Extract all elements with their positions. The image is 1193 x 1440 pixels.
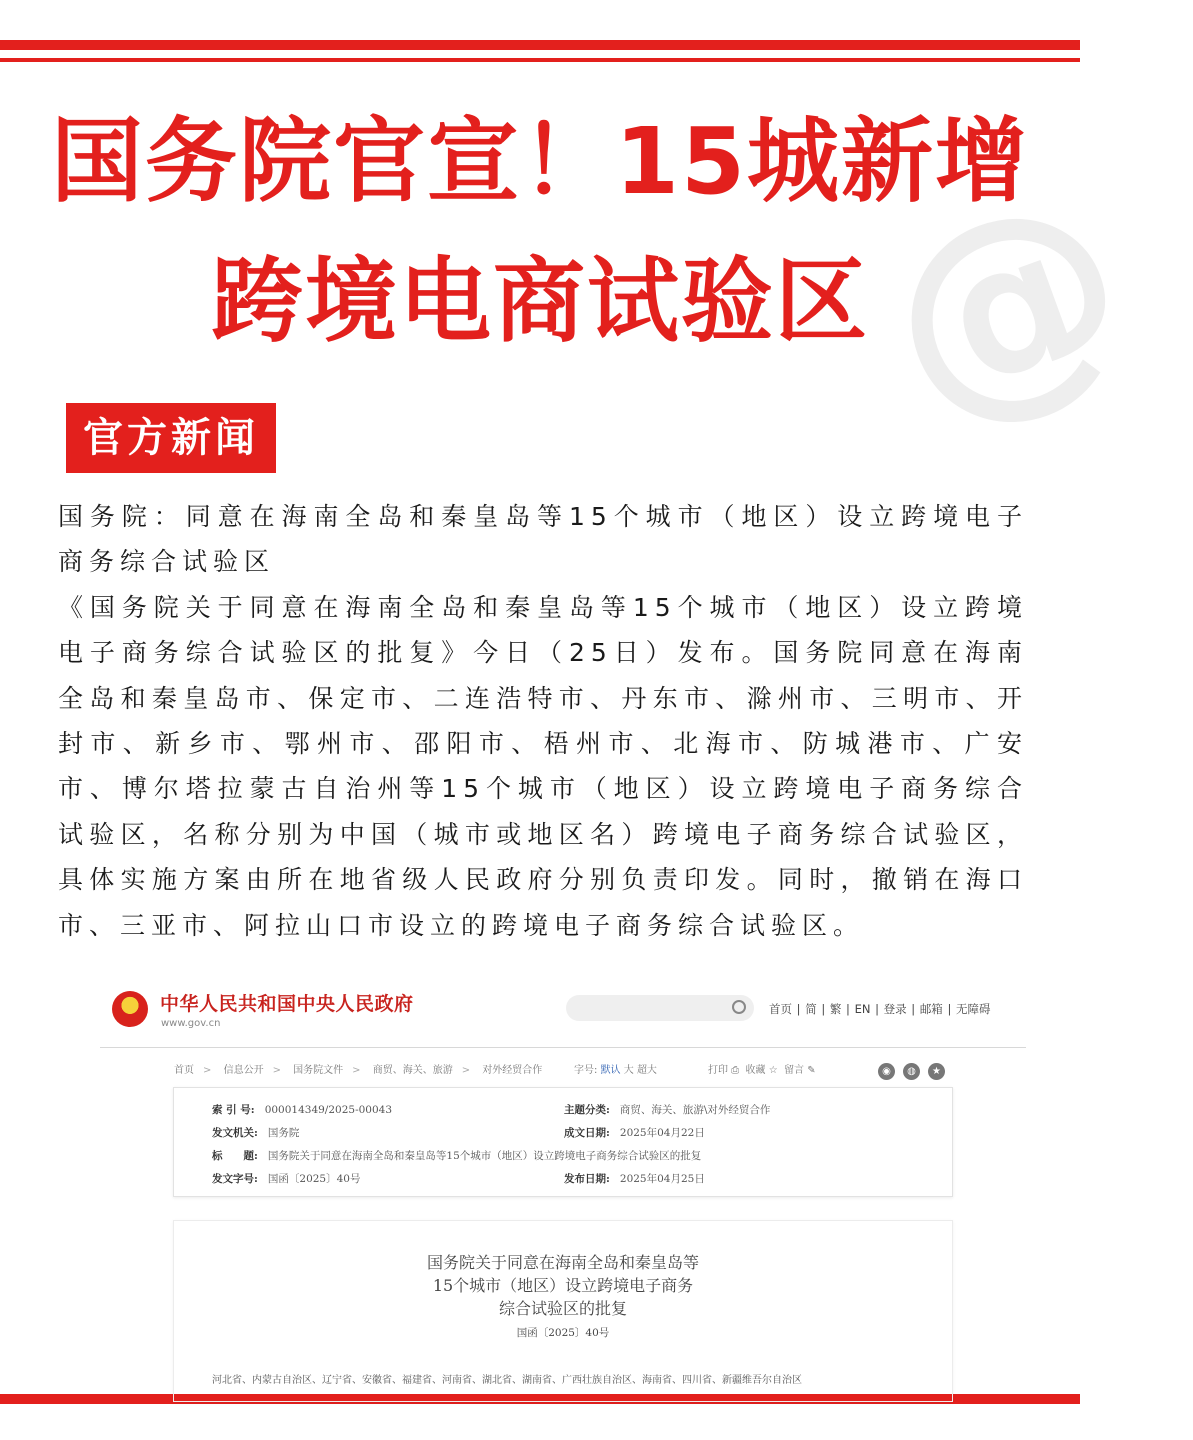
document-title-line: 综合试验区的批复 [498, 1299, 627, 1318]
link-traditional[interactable]: 繁 [829, 1002, 842, 1016]
link-accessibility[interactable]: 无障碍 [956, 1002, 991, 1016]
star-icon[interactable]: ★ [928, 1063, 945, 1080]
share-icons [878, 1059, 953, 1080]
font-size-control [574, 1061, 657, 1076]
top-links: 首页 | 简 | 繁 | EN | 登录 | 邮箱 | 无障碍 [769, 1002, 991, 1016]
document-title [174, 1251, 952, 1320]
link-mail[interactable]: 邮箱 [919, 1002, 943, 1016]
breadcrumb-item[interactable]: 信息公开 [223, 1065, 264, 1076]
index-label: 索 引 号: [212, 1104, 255, 1116]
print-button[interactable]: 打印 [708, 1065, 728, 1076]
document-body [173, 1220, 953, 1402]
search-input[interactable] [566, 995, 754, 1021]
index-value: 000014349/2025-00043 [264, 1104, 393, 1116]
site-url: www.gov.cn [161, 1018, 221, 1029]
article-text [58, 494, 1028, 948]
headline-line-1: 国务院官宣！15城新增 [50, 108, 1030, 215]
date-label: 成文日期: [564, 1127, 610, 1139]
issuer-label: 发文机关: [212, 1127, 258, 1139]
breadcrumb-item[interactable]: 首页 [174, 1065, 194, 1076]
comment-button[interactable]: 留言 [784, 1065, 805, 1076]
breadcrumb-item[interactable]: 对外经贸合作 [482, 1065, 543, 1076]
wechat-icon[interactable]: ◍ [903, 1063, 920, 1080]
document-title-line: 国务院关于同意在海南全岛和秦皇岛等 [426, 1253, 699, 1272]
breadcrumb-item[interactable]: 国务院文件 [293, 1065, 344, 1076]
gov-page-screenshot [100, 975, 1030, 1387]
header-divider [100, 1047, 1026, 1048]
document-title-line: 15个城市（地区）设立跨境电子商务 [432, 1276, 694, 1295]
headline-line-2: 跨境电商试验区 [210, 248, 869, 355]
document-metadata [173, 1087, 953, 1197]
font-size-default[interactable]: 默认 [600, 1065, 621, 1076]
pub-value: 2025年04月25日 [619, 1173, 705, 1185]
date-value: 2025年04月22日 [619, 1127, 705, 1139]
weibo-icon[interactable]: ◉ [878, 1063, 895, 1080]
section-badge: 官方新闻 [66, 403, 276, 473]
top-red-bar-thick [0, 40, 1080, 50]
watermark: @ [852, 139, 1160, 470]
article-lead: 国务院：同意在海南全岛和秦皇岛等15个城市（地区）设立跨境电子商务综合试验区 [58, 502, 1028, 577]
title-value: 国务院关于同意在海南全岛和秦皇岛等15个城市（地区）设立跨境电子商务综合试验区的批复 [267, 1150, 702, 1162]
breadcrumb: 首页 > 信息公开 > 国务院文件 > 商贸、海关、旅游 > 对外经贸合作 [174, 1065, 543, 1076]
pub-label: 发布日期: [564, 1173, 610, 1185]
breadcrumb-item[interactable]: 商贸、海关、旅游 [372, 1065, 453, 1076]
national-emblem-icon [112, 991, 148, 1027]
topic-value: 商贸、海关、旅游\对外经贸合作 [619, 1104, 771, 1116]
link-english[interactable]: EN [854, 1002, 871, 1016]
docno-value: 国函〔2025〕40号 [267, 1173, 361, 1185]
title-label: 标 题: [212, 1150, 258, 1162]
issuer-value: 国务院 [267, 1127, 300, 1139]
search-icon[interactable] [732, 1000, 746, 1014]
article-body: 《国务院关于同意在海南全岛和秦皇岛等15个城市（地区）设立跨境电子商务综合试验区的批复》今日（25日）发布。国务院同意在海南全岛和秦皇岛市、保定市、二连浩特市、丹东市、滁州市、三明市、开封市、新乡市、鄂州市、邵阳市、梧州市、北海市、防城港市、广安市、博尔塔拉蒙古自治州等15个城市（地区）设立跨境电子商务综合试验区，名称分别为中国（城市或地区名）跨境电子商务综合试验区，具体实施方案由所在地省级人民政府分别负责印发。同时，撤销在海口市、三亚市、阿拉山口市设立的跨境电子商务综合试验区。 [58, 592, 1028, 940]
topic-label: 主题分类: [564, 1104, 610, 1116]
top-red-bar-thin [0, 58, 1080, 62]
favorite-button[interactable]: 收藏 [745, 1065, 766, 1076]
font-size-label: 字号: [574, 1065, 598, 1076]
link-login[interactable]: 登录 [883, 1002, 907, 1016]
link-simplified[interactable]: 简 [805, 1002, 817, 1016]
document-recipients: 河北省、内蒙古自治区、辽宁省、安徽省、福建省、河南省、湖北省、湖南省、广西壮族自治区、海南省、四川省、新疆维吾尔自治区 [212, 1375, 802, 1386]
font-size-large[interactable]: 大 [623, 1065, 634, 1076]
link-home[interactable]: 首页 [769, 1002, 792, 1016]
docno-label: 发文字号: [212, 1173, 258, 1185]
document-number: 国函〔2025〕40号 [516, 1327, 610, 1339]
font-size-xlarge[interactable]: 超大 [636, 1065, 657, 1076]
page-tools: 打印 ⎙ 收藏 ☆ 留言 ✎ [708, 1065, 816, 1076]
site-title: 中华人民共和国中央人民政府 [160, 993, 414, 1015]
